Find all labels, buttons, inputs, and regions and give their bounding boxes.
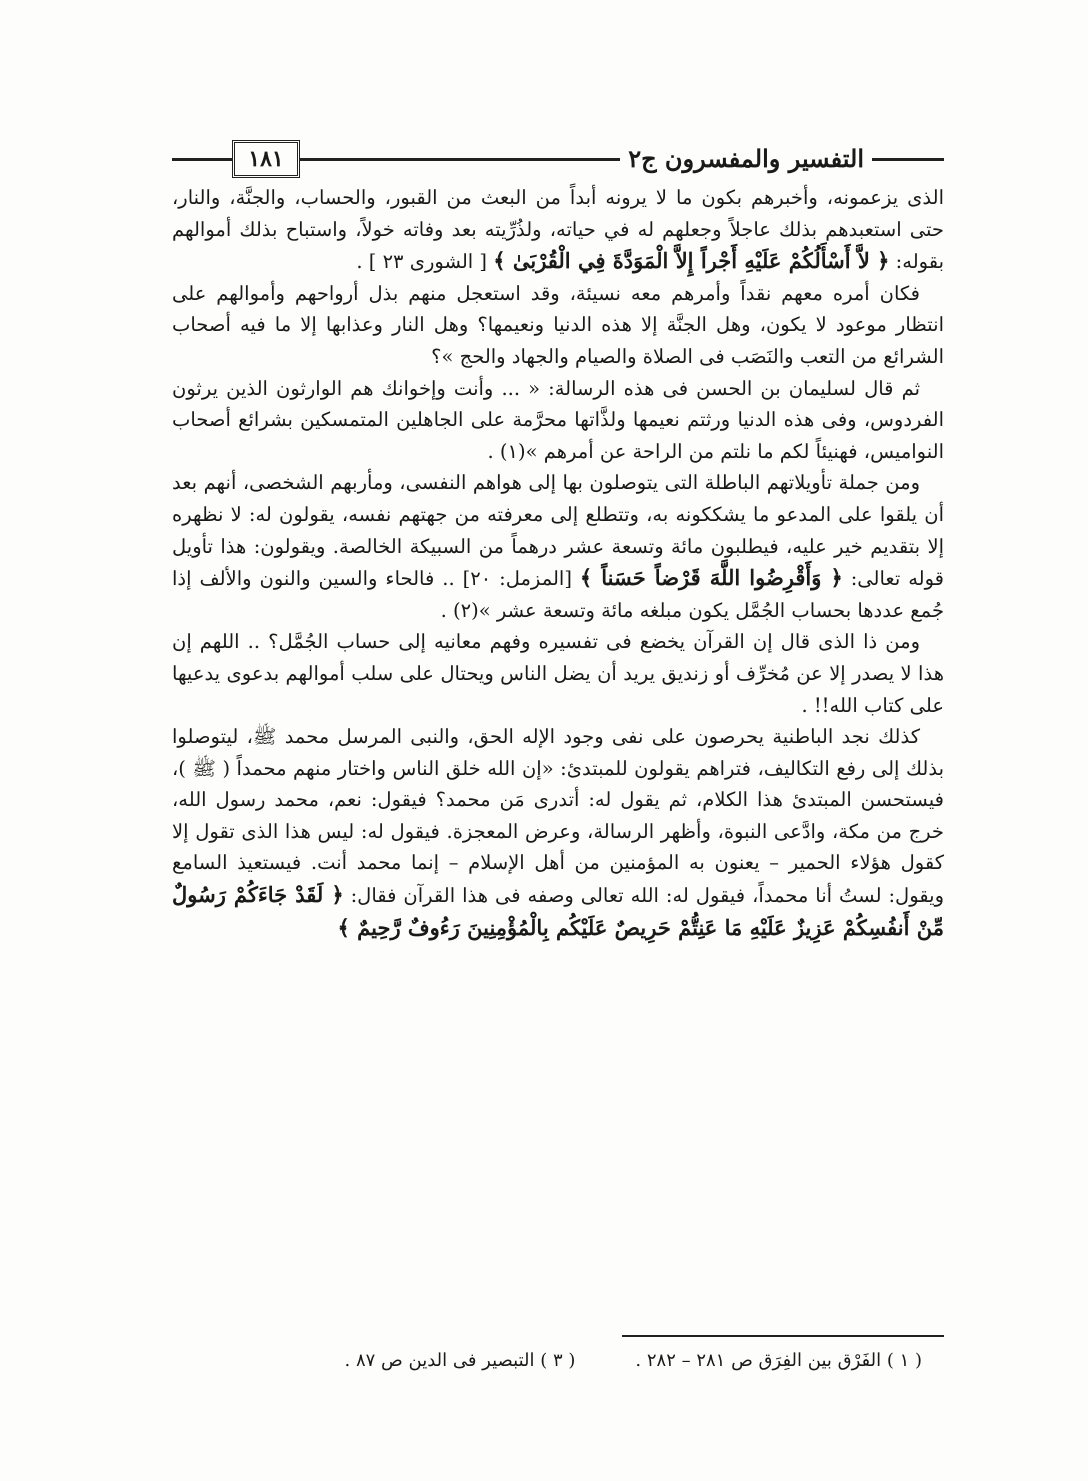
paragraph-text: ومن جملة تأويلاتهم الباطلة التى يتوصلون بها إلى هواهم النفسى، ومأربهم الشخصى، أنهم بعد أن يلقوا على المدعو ما يشككونه به، وتتطلع إلى معرفته من جهتهم نفسه، يقولون له: لا نظهره إلا بتقديم خير عليه، فيطلبون مائة وتسعة عشر درهماً من السبيكة الخالصة. ويقولون: هذا تأويل قوله تعالى: [172, 471, 945, 591]
running-title: التفسير والمفسرون ج٢ [620, 144, 872, 173]
book-page [172, 138, 944, 1398]
paragraph-text: كذلك نجد الباطنية يحرصون على نفى وجود الإله الحق، والنبى المرسل محمد ﷺ، ليتوصلوا بذلك إلى رفع التكاليف، فتراهم يقولون للمبتدئ: «إن الله خلق الناس واختار منهم محمداً ( ﷺ )، فيستحسن المبتدئ هذا الكلام، ثم يقول له: أتدرى مَن محمد؟ فيقول: نعم، محمد رسول الله، خرج من مكة، وادَّعى النبوة، وأظهر الرسالة، وعرض المعجزة. فيقول له: ليس هذا الذى تقول إلا كقول هؤلاء الحمير – يعنون به المؤمنين من أهل الإسلام – إنما محمد أنت. فيستعيذ السامع ويقول: لستُ أنا محمداً، فيقول له: الله تعالى وصفه فى هذا القرآن فقال: [172, 725, 944, 908]
page-header [172, 138, 944, 182]
paragraph-6 [172, 721, 944, 944]
verse-reference: [ الشورى ٢٣ ] . [356, 250, 494, 274]
footnote-2: ( ٣ ) التبصير فى الدين ص ٨٧ . [344, 1350, 576, 1371]
paragraph-text: ومن ذا الذى قال إن القرآن يخضع فى تفسيره وفهم معانيه إلى حساب الجُمَّل؟ .. اللهم إن هذا لا يصدر إلا عن مُخرِّف أو زنديق يريد أن يضل الناس ويحتال على سلب أموالهم بدعوى يدعيها على كتاب الله!! . [172, 630, 944, 717]
paragraph-3 [172, 373, 944, 468]
paragraph-1 [172, 182, 944, 278]
footnotes [172, 1350, 922, 1371]
paragraph-text: ثم قال لسليمان بن الحسن فى هذه الرسالة: « ... وأنت وإخوانك هم الوارثون الذين يرثون الفردوس، وفى هذه الدنيا ورثتم نعيمها ولذَّاتها محرَّمة على الجاهلين المتمسكين بشرائع أصحاب النواميس، فهنيئاً لكم ما نلتم من الراحة عن أمرهم »(١) . [172, 376, 944, 463]
paragraph-text: الذى يزعمونه، وأخبرهم بكون ما لا يرونه أبداً من البعث من القبور، والحساب، والجنَّة، والنار، حتى استعبدهم بذلك عاجلاً وجعلهم له في حياته، ولذُرِّيته بعد وفاته خولاً، واستباح بذلك أموالهم بقوله: [172, 186, 944, 274]
footnote-1: ( ١ ) الفَرْق بين الفِرَق ص ٢٨١ – ٢٨٢ . [635, 1350, 922, 1371]
paragraph-5 [172, 626, 944, 721]
paragraph-text: فكان أمره معهم نقداً وأمرهم معه نسيئة، وقد استعجل منهم بذل أرواحهم وأموالهم على انتظار موعود لا يكون، وهل الجنَّة إلا هذه الدنيا ونعيمها؟ وهل النار وعذابها إلا ما فيه أصحاب الشرائع من التعب والنَصَب فى الصلاة والصيام والجهاد والحج »؟ [172, 281, 944, 368]
quran-verse: ﴿ وَأَقْرِضُوا اللَّهَ قَرْضاً حَسَناً ﴾ [579, 565, 843, 591]
footnote-rule [622, 1335, 944, 1337]
quran-verse: ﴿ لَقَدْ جَاءَكُمْ رَسُولٌ مِّنْ أَنفُسِكُمْ عَزِيزٌ عَلَيْهِ مَا عَنِتُّمْ حَرِيصٌ عَلَيْكُم بِالْمُؤْمِنِينَ رَءُوفٌ رَّحِيمٌ ﴾ [172, 882, 944, 940]
page-body [172, 182, 944, 944]
paragraph-4 [172, 467, 944, 626]
paragraph-continuation: [المزمل: ٢٠] .. فالحاء والسين والنون والألف إذا جُمع عددها بحساب الجُمَّل يكون مبلغه مائة وتسعة عشر »(٢) . [172, 567, 944, 622]
quran-verse: ﴿ لاَّ أَسْأَلُكُمْ عَلَيْهِ أَجْراً إِلاَّ الْمَوَدَّةَ فِي الْقُرْبَىٰ ﴾ [493, 248, 890, 274]
paragraph-2 [172, 278, 944, 373]
page-number: ١٨١ [232, 140, 300, 178]
